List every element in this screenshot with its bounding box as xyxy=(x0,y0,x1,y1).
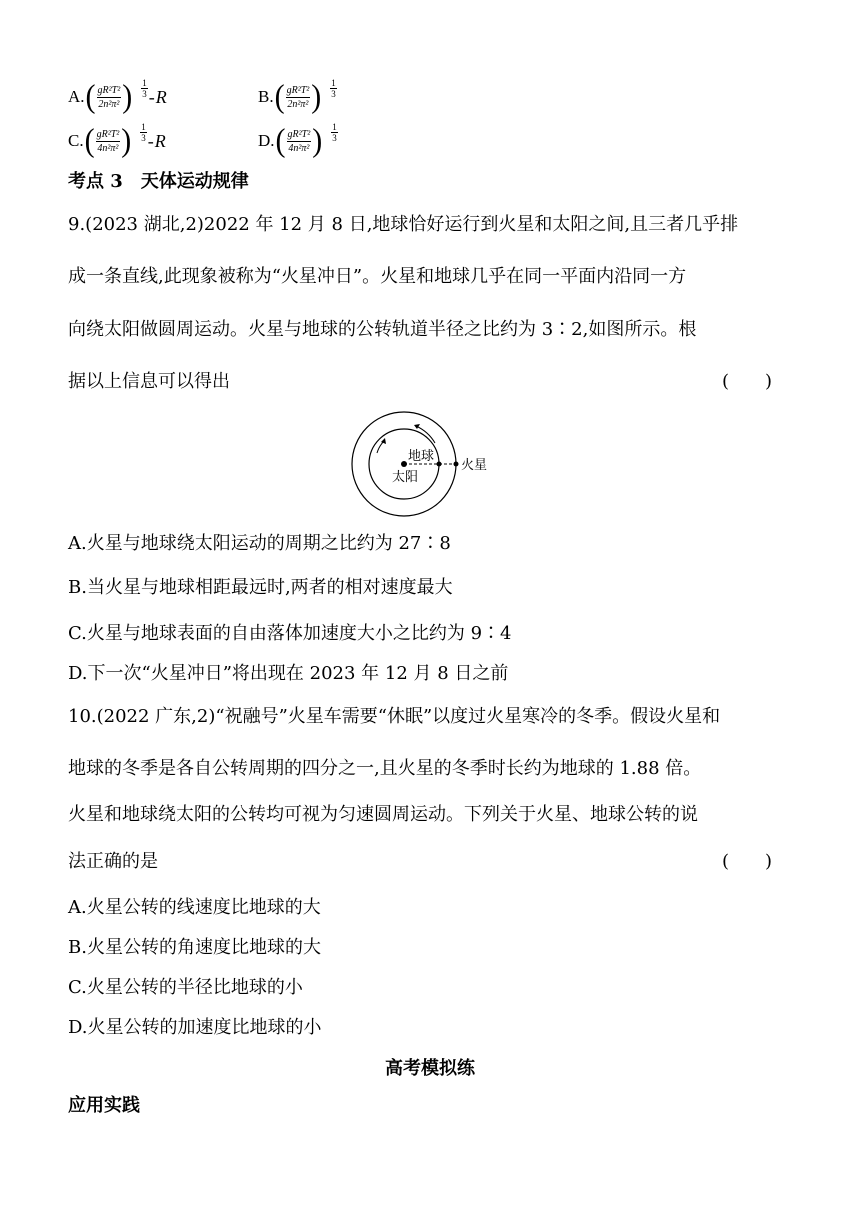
radius-symbol: R xyxy=(154,130,166,151)
exponent xyxy=(331,122,338,143)
minus-sign: - xyxy=(148,86,155,107)
exponent-numerator: 1 xyxy=(142,77,147,88)
option-letter: C. xyxy=(68,131,84,150)
left-paren: ( xyxy=(274,78,285,115)
right-paren: ) xyxy=(121,122,132,159)
option-c-formula xyxy=(68,121,166,159)
option-b-formula xyxy=(258,77,337,115)
left-paren: ( xyxy=(84,122,95,159)
q9-line-3: 向绕太阳做圆周运动。火星与地球的公转轨道半径之比约为 3∶2,如图所示。根 xyxy=(68,319,697,340)
q10-line-1: 10.(2022 广东,2)“祝融号”火星车需要“休眠”以度过火星寒冷的冬季。假设火星和 xyxy=(68,706,721,727)
q10-option-c: C.火星公转的半径比地球的小 xyxy=(68,977,303,998)
mars-label: 火星 xyxy=(461,458,488,473)
subsection-title: 应用实践 xyxy=(68,1095,140,1116)
fraction xyxy=(287,129,312,154)
mars-direction-arrow xyxy=(416,426,435,443)
earth-label: 地球 xyxy=(408,449,435,464)
exponent xyxy=(330,78,337,99)
left-paren: ( xyxy=(85,78,96,115)
section-title-mock-exam: 高考模拟练 xyxy=(385,1058,475,1079)
mars-arrowhead xyxy=(414,424,420,429)
q10-line-3: 火星和地球绕太阳的公转均可视为匀速圆周运动。下列关于火星、地球公转的说 xyxy=(68,804,698,825)
denominator: 2n²π² xyxy=(98,98,120,110)
mars-dot xyxy=(454,462,459,467)
exponent-numerator: 1 xyxy=(141,121,146,132)
numerator: gR²T² xyxy=(97,84,121,96)
q9-option-c: C.火星与地球表面的自由落体加速度大小之比约为 9∶4 xyxy=(68,623,512,644)
right-paren: ) xyxy=(312,122,323,159)
fraction xyxy=(96,129,121,154)
sun-dot xyxy=(401,461,407,467)
option-d-formula xyxy=(258,121,338,159)
numerator: gR²T² xyxy=(286,84,310,96)
exponent xyxy=(140,122,147,143)
option-letter: A. xyxy=(68,87,85,106)
q9-option-b: B.当火星与地球相距最远时,两者的相对速度最大 xyxy=(68,577,453,598)
q10-line-4: 法正确的是 xyxy=(68,851,158,872)
exponent-numerator: 1 xyxy=(332,121,337,132)
earth-dot xyxy=(437,462,442,467)
exponent xyxy=(141,78,148,99)
orbit-diagram xyxy=(340,408,560,520)
numerator: gR²T² xyxy=(287,128,311,140)
q9-line-1: 9.(2023 湖北,2)2022 年 12 月 8 日,地球恰好运行到火星和太阳之间,且三者几乎排 xyxy=(68,214,739,235)
q10-option-d: D.火星公转的加速度比地球的小 xyxy=(68,1017,322,1038)
q9-line-2: 成一条直线,此现象被称为“火星冲日”。火星和地球几乎在同一平面内沿同一方 xyxy=(68,266,687,287)
numerator: gR²T² xyxy=(96,128,120,140)
exponent-numerator: 1 xyxy=(331,77,336,88)
q10-answer-blank: ( ) xyxy=(722,851,773,872)
option-letter: B. xyxy=(258,87,274,106)
sun-label: 太阳 xyxy=(392,470,419,485)
right-paren: ) xyxy=(122,78,133,115)
fraction xyxy=(97,85,122,110)
q9-answer-blank: ( ) xyxy=(722,371,773,392)
earth-direction-arrow xyxy=(377,441,384,453)
q10-line-2: 地球的冬季是各自公转周期的四分之一,且火星的冬季时长约为地球的 1.88 倍。 xyxy=(68,758,702,779)
q9-option-a: A.火星与地球绕太阳运动的周期之比约为 27∶8 xyxy=(68,533,451,554)
radius-symbol: R xyxy=(155,86,167,107)
option-a-formula xyxy=(68,77,167,115)
exponent-denominator: 3 xyxy=(332,132,337,143)
fraction xyxy=(286,85,311,110)
denominator: 4n²π² xyxy=(97,142,119,154)
option-letter: D. xyxy=(258,131,275,150)
denominator: 4n²π² xyxy=(288,142,310,154)
exponent-denominator: 3 xyxy=(141,132,146,143)
denominator: 2n²π² xyxy=(287,98,309,110)
section-heading: 考点 3 天体运动规律 xyxy=(68,171,249,192)
q10-option-a: A.火星公转的线速度比地球的大 xyxy=(68,897,321,918)
q9-option-d: D.下一次“火星冲日”将出现在 2023 年 12 月 8 日之前 xyxy=(68,663,509,684)
minus-sign: - xyxy=(147,130,154,151)
exponent-denominator: 3 xyxy=(142,88,147,99)
left-paren: ( xyxy=(275,122,286,159)
exponent-denominator: 3 xyxy=(331,88,336,99)
right-paren: ) xyxy=(311,78,322,115)
q9-line-4: 据以上信息可以得出 xyxy=(68,371,230,392)
q10-option-b: B.火星公转的角速度比地球的大 xyxy=(68,937,321,958)
